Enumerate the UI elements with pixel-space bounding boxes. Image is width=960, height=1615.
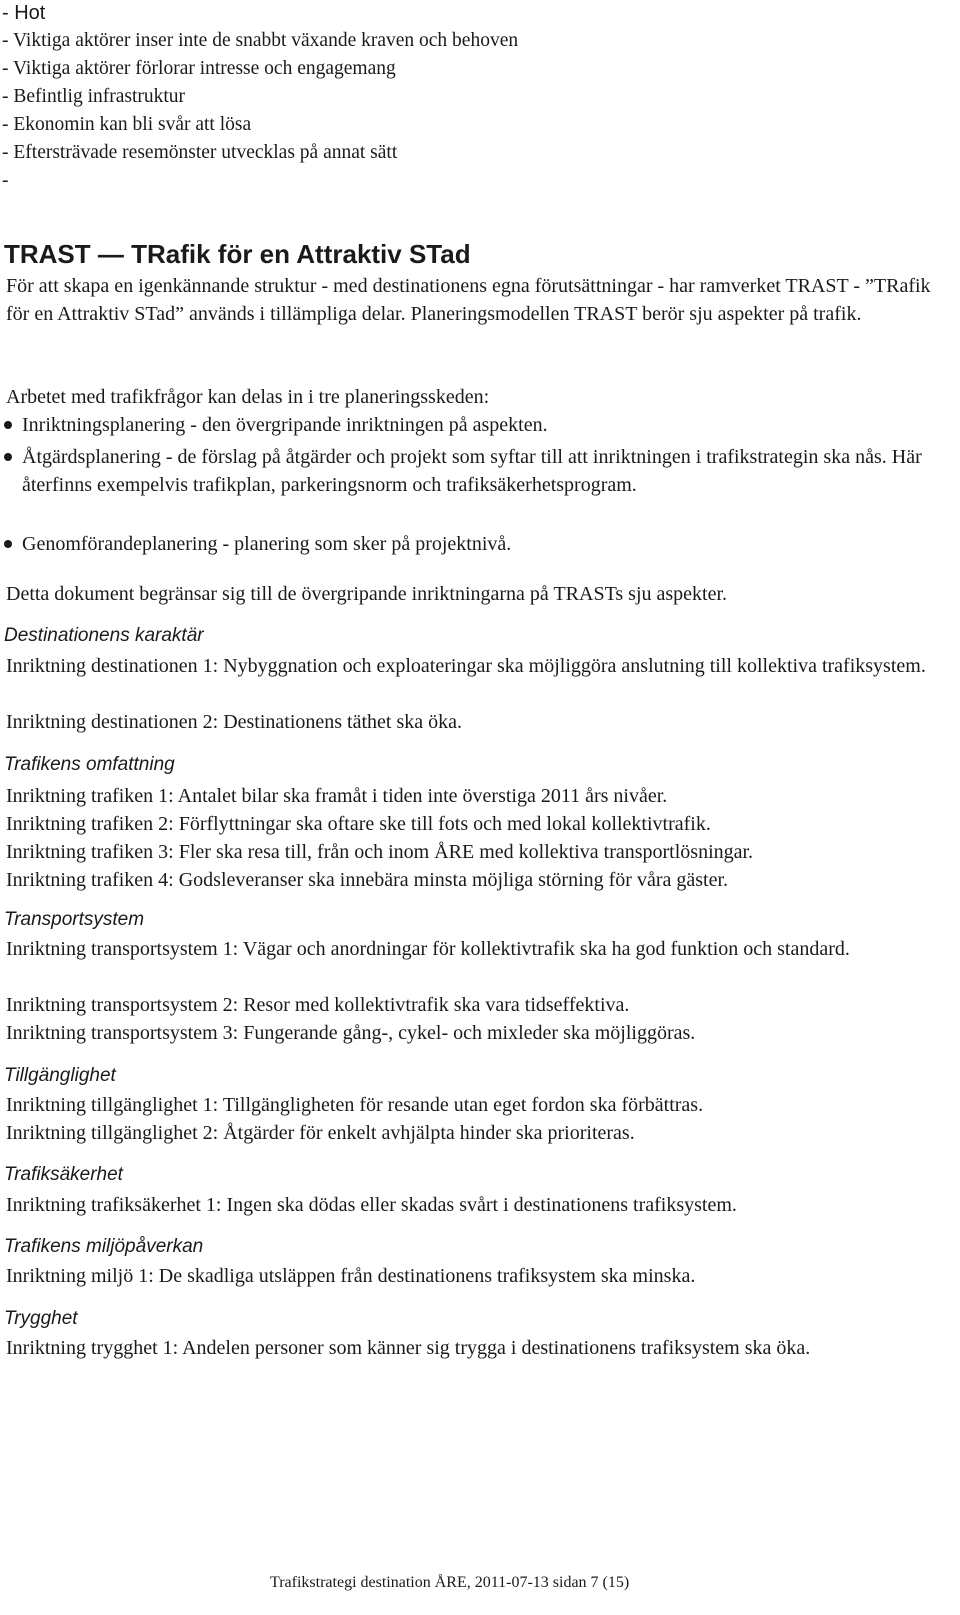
section-title: TRAST — TRafik för en Attraktiv STad bbox=[4, 239, 471, 269]
bullet-text: Åtgärdsplanering - de förslag på åtgärder och projekt som syftar till att inriktningen i trafikstrategin ska nås. Här återfinns exempelvis trafikplan, parkeringsnorm och trafiksäkerhetsprogram. bbox=[22, 446, 922, 496]
bullet-icon bbox=[4, 540, 12, 548]
aspect-goal: Inriktning trafiken 3: Fler ska resa till, från och inom ÅRE med kollektiva transportlösningar. bbox=[6, 841, 754, 863]
aspect-heading: Tillgänglighet bbox=[4, 1065, 116, 1086]
aspect-heading: Destinationens karaktär bbox=[4, 625, 204, 646]
aspect-goal: Inriktning destinationen 2: Destinationens täthet ska öka. bbox=[6, 711, 463, 733]
intro-paragraph: För att skapa en igenkännande struktur - med destinationens egna förutsättningar - har ramverket TRAST - ”TRafik för en Attraktiv STad” används i tillämpliga delar. Planeringsmodellen TRAST berör sju aspekter på trafik. bbox=[6, 275, 931, 325]
aspect-goal: Inriktning tillgänglighet 1: Tillgängligheten för resande utan eget fordon ska förbättras. bbox=[6, 1094, 704, 1116]
aspect-goal: Inriktning transportsystem 1: Vägar och anordningar för kollektivtrafik ska ha god funktion och standard. bbox=[6, 938, 850, 960]
bullet-item bbox=[4, 530, 944, 558]
threat-item: - Viktiga aktörer inser inte de snabbt växande kraven och behoven bbox=[2, 30, 519, 51]
aspect-goal: Inriktning transportsystem 2: Resor med kollektivtrafik ska vara tidseffektiva. bbox=[6, 994, 630, 1016]
aspect-heading: Trafiksäkerhet bbox=[4, 1164, 123, 1185]
threats-heading: - Hot bbox=[2, 2, 46, 24]
aspect-goal: Inriktning trafiken 2: Förflyttningar ska oftare ske till fots och med lokal kollektivtrafik. bbox=[6, 813, 711, 835]
bullet-text: Inriktningsplanering - den övergripande inriktningen på aspekten. bbox=[22, 414, 548, 436]
aspect-heading: Trafikens miljöpåverkan bbox=[4, 1236, 204, 1257]
bullet-item bbox=[4, 411, 944, 439]
aspect-goal: Inriktning destinationen 1: Nybyggnation och exploateringar ska möjliggöra anslutning till kollektiva trafiksystem. bbox=[6, 655, 926, 677]
threat-item: - Ekonomin kan bli svår att lösa bbox=[2, 114, 252, 135]
threat-item: - bbox=[2, 170, 9, 191]
aspect-goal: Inriktning trafiksäkerhet 1: Ingen ska dödas eller skadas svårt i destinationens trafiksystem. bbox=[6, 1194, 737, 1216]
bullet-text: Genomförandeplanering - planering som sker på projektnivå. bbox=[22, 533, 512, 555]
aspect-heading: Trafikens omfattning bbox=[4, 754, 175, 775]
aspect-goal: Inriktning miljö 1: De skadliga utsläppen från destinationens trafiksystem ska minska. bbox=[6, 1265, 696, 1287]
aspect-goal: Inriktning transportsystem 3: Fungerande gång-, cykel- och mixleder ska möjliggöras. bbox=[6, 1022, 696, 1044]
planning-stages-intro: Arbetet med trafikfrågor kan delas in i tre planeringsskeden: bbox=[6, 386, 490, 408]
aspect-heading: Transportsystem bbox=[4, 909, 145, 930]
aspect-goal: Inriktning trafiken 4: Godsleveranser ska innebära minsta möjliga störning för våra gäster. bbox=[6, 869, 729, 891]
bullet-icon bbox=[4, 453, 12, 461]
aspect-goal: Inriktning trafiken 1: Antalet bilar ska framåt i tiden inte överstiga 2011 års nivåer. bbox=[6, 785, 668, 807]
aspect-goal: Inriktning trygghet 1: Andelen personer som känner sig trygga i destinationens trafiksystem ska öka. bbox=[6, 1337, 811, 1359]
scope-paragraph: Detta dokument begränsar sig till de övergripande inriktningarna på TRASTs sju aspekter. bbox=[6, 583, 728, 605]
threat-item: - Eftersträvade resemönster utvecklas på annat sätt bbox=[2, 142, 398, 163]
threat-item: - Viktiga aktörer förlorar intresse och engagemang bbox=[2, 58, 396, 79]
threat-item: - Befintlig infrastruktur bbox=[2, 86, 186, 107]
page-footer: Trafikstrategi destination ÅRE, 2011-07-13 sidan 7 (15) bbox=[270, 1574, 630, 1591]
aspect-goal: Inriktning tillgänglighet 2: Åtgärder för enkelt avhjälpta hinder ska prioriteras. bbox=[6, 1122, 635, 1144]
aspect-heading: Trygghet bbox=[4, 1308, 78, 1329]
bullet-icon bbox=[4, 421, 12, 429]
bullet-item bbox=[4, 443, 944, 527]
